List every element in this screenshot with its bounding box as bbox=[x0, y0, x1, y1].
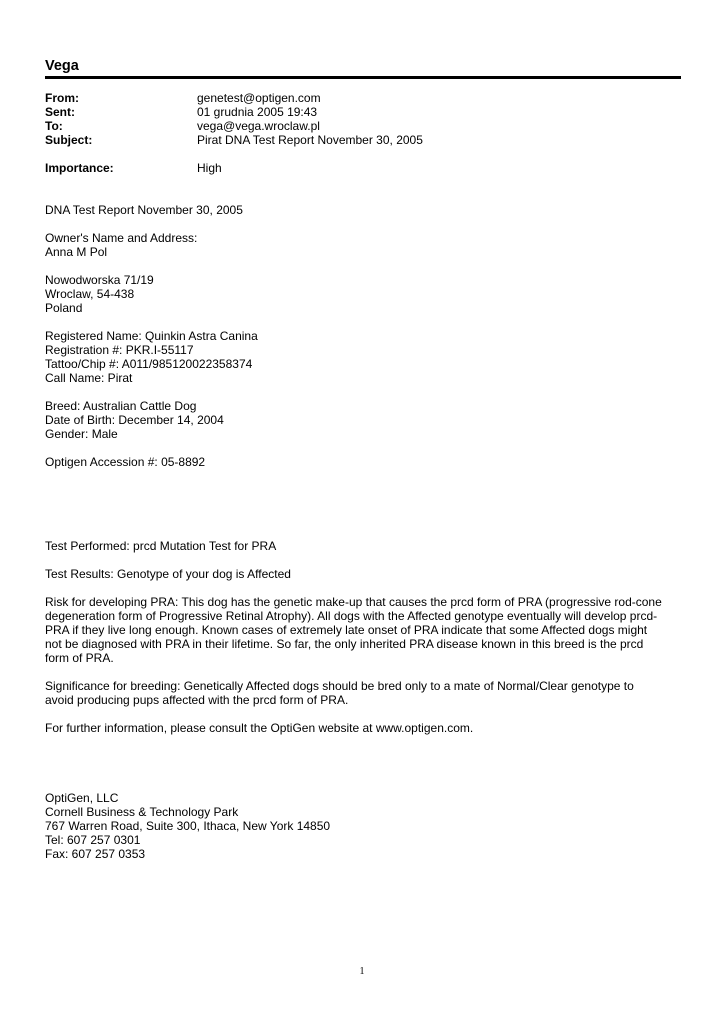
to-value: vega@vega.wroclaw.pl bbox=[197, 119, 320, 133]
page-number: 1 bbox=[359, 966, 365, 977]
owner-line: Owner's Name and Address: bbox=[45, 231, 198, 245]
dog-line: Date of Birth: December 14, 2004 bbox=[45, 413, 224, 427]
from-value: genetest@optigen.com bbox=[197, 91, 321, 105]
signature-line: 767 Warren Road, Suite 300, Ithaca, New York 14850 bbox=[45, 819, 331, 833]
test-results: Test Results: Genotype of your dog is Affected bbox=[45, 567, 291, 581]
address-block bbox=[45, 273, 685, 315]
signature-line: Cornell Business & Technology Park bbox=[45, 805, 239, 819]
accession-number: Optigen Accession #: 05-8892 bbox=[45, 455, 206, 469]
from-label: From: bbox=[45, 91, 79, 105]
registration-line: Tattoo/Chip #: A011/985120022358374 bbox=[45, 357, 253, 371]
signature-line: Tel: 607 257 0301 bbox=[45, 833, 141, 847]
dog-line: Gender: Male bbox=[45, 427, 118, 441]
risk-line: degeneration form of Progressive Retinal Atrophy). All dogs with the Affected genotype eventually will develop prcd- bbox=[45, 609, 658, 623]
email-title: Vega bbox=[45, 58, 79, 74]
subject-label: Subject: bbox=[45, 133, 93, 147]
signature-line: OptiGen, LLC bbox=[45, 791, 119, 805]
importance-label: Importance: bbox=[45, 161, 114, 175]
registration-line: Registered Name: Quinkin Astra Canina bbox=[45, 329, 258, 343]
test-performed: Test Performed: prcd Mutation Test for PRA bbox=[45, 539, 277, 553]
risk-paragraph bbox=[45, 595, 685, 665]
risk-line: PRA if they live long enough. Known cases of extremely late onset of PRA indicate that some Affected dogs might bbox=[45, 623, 648, 637]
dog-block bbox=[45, 399, 685, 441]
address-line: Poland bbox=[45, 301, 83, 315]
signature-block bbox=[45, 791, 685, 861]
further-info: For further information, please consult the OptiGen website at www.optigen.com. bbox=[45, 721, 474, 735]
risk-line: Risk for developing PRA: This dog has the genetic make-up that causes the prcd form of PRA (progressive rod-cone bbox=[45, 595, 662, 609]
owner-block bbox=[45, 231, 685, 259]
significance-paragraph bbox=[45, 679, 685, 707]
registration-line: Call Name: Pirat bbox=[45, 371, 133, 385]
address-line: Nowodworska 71/19 bbox=[45, 273, 154, 287]
sent-value: 01 grudnia 2005 19:43 bbox=[197, 105, 318, 119]
title-divider bbox=[45, 76, 681, 79]
email-body bbox=[45, 203, 685, 861]
registration-line: Registration #: PKR.I-55117 bbox=[45, 343, 194, 357]
significance-line: avoid producing pups affected with the prcd form of PRA. bbox=[45, 693, 349, 707]
report-title: DNA Test Report November 30, 2005 bbox=[45, 203, 243, 217]
dog-line: Breed: Australian Cattle Dog bbox=[45, 399, 197, 413]
to-label: To: bbox=[45, 119, 63, 133]
risk-line: form of PRA. bbox=[45, 651, 114, 665]
sent-label: Sent: bbox=[45, 105, 75, 119]
registration-block bbox=[45, 329, 685, 385]
risk-line: not be diagnosed with PRA in their lifetime. So far, the only inherited PRA disease known in this breed is the prcd bbox=[45, 637, 644, 651]
subject-value: Pirat DNA Test Report November 30, 2005 bbox=[197, 133, 423, 147]
address-line: Wroclaw, 54-438 bbox=[45, 287, 135, 301]
signature-line: Fax: 607 257 0353 bbox=[45, 847, 146, 861]
significance-line: Significance for breeding: Genetically Affected dogs should be bred only to a mate of Normal/Clear genotype to bbox=[45, 679, 634, 693]
owner-line: Anna M Pol bbox=[45, 245, 108, 259]
importance-value: High bbox=[197, 161, 222, 175]
